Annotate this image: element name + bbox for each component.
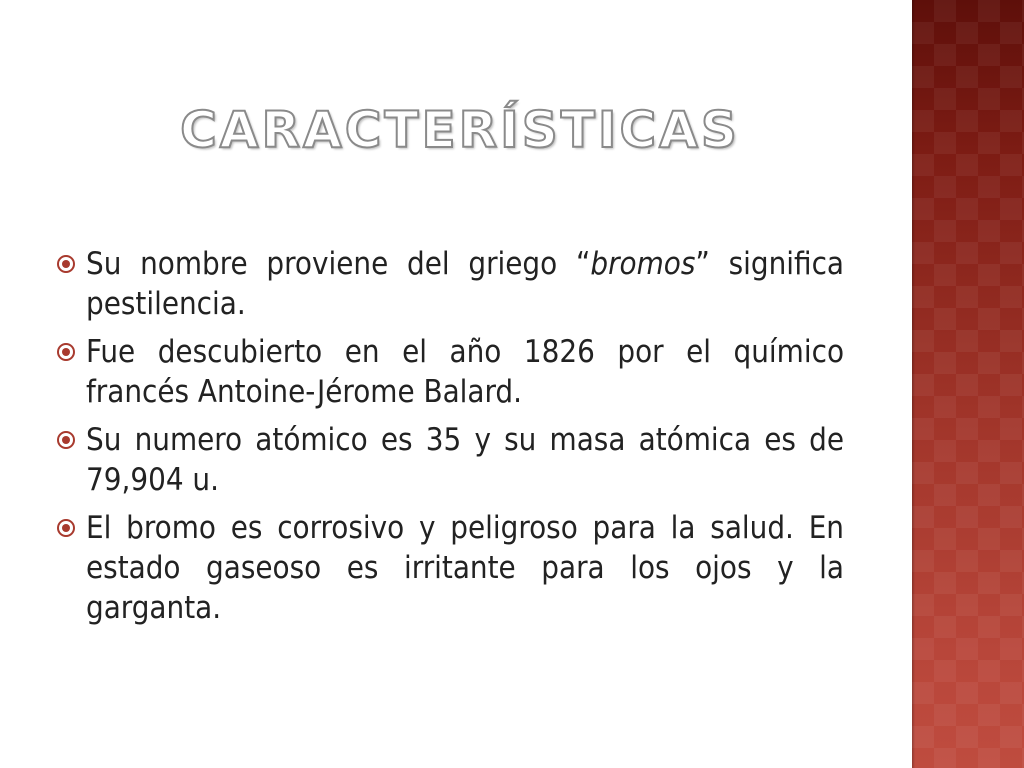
bullet-text: Su numero atómico es 35 y su masa atómica es de 79,904 u. — [86, 422, 844, 498]
bullet-item — [56, 508, 844, 628]
bullet-text: El bromo es corrosivo y peligroso para la salud. En estado gaseoso es irritante para los ojos y la garganta. — [86, 510, 844, 626]
bullet-emphasis: bromos — [590, 246, 696, 282]
target-bullet-icon — [56, 508, 86, 548]
bullet-list — [56, 244, 844, 636]
bullet-text: Su nombre proviene del griego “bromos” significa pestilencia. — [86, 246, 844, 322]
slide-title: CARACTERÍSTICAS — [180, 101, 740, 159]
bullet-item — [56, 244, 844, 324]
bullet-item — [56, 420, 844, 500]
target-bullet-icon — [56, 332, 86, 372]
bullet-item — [56, 332, 844, 412]
bullet-text: Fue descubierto en el año 1826 por el químico francés Antoine-Jérome Balard. — [86, 334, 844, 410]
target-bullet-icon — [56, 244, 86, 284]
target-bullet-icon — [56, 420, 86, 460]
decorative-side-band — [912, 0, 1024, 768]
